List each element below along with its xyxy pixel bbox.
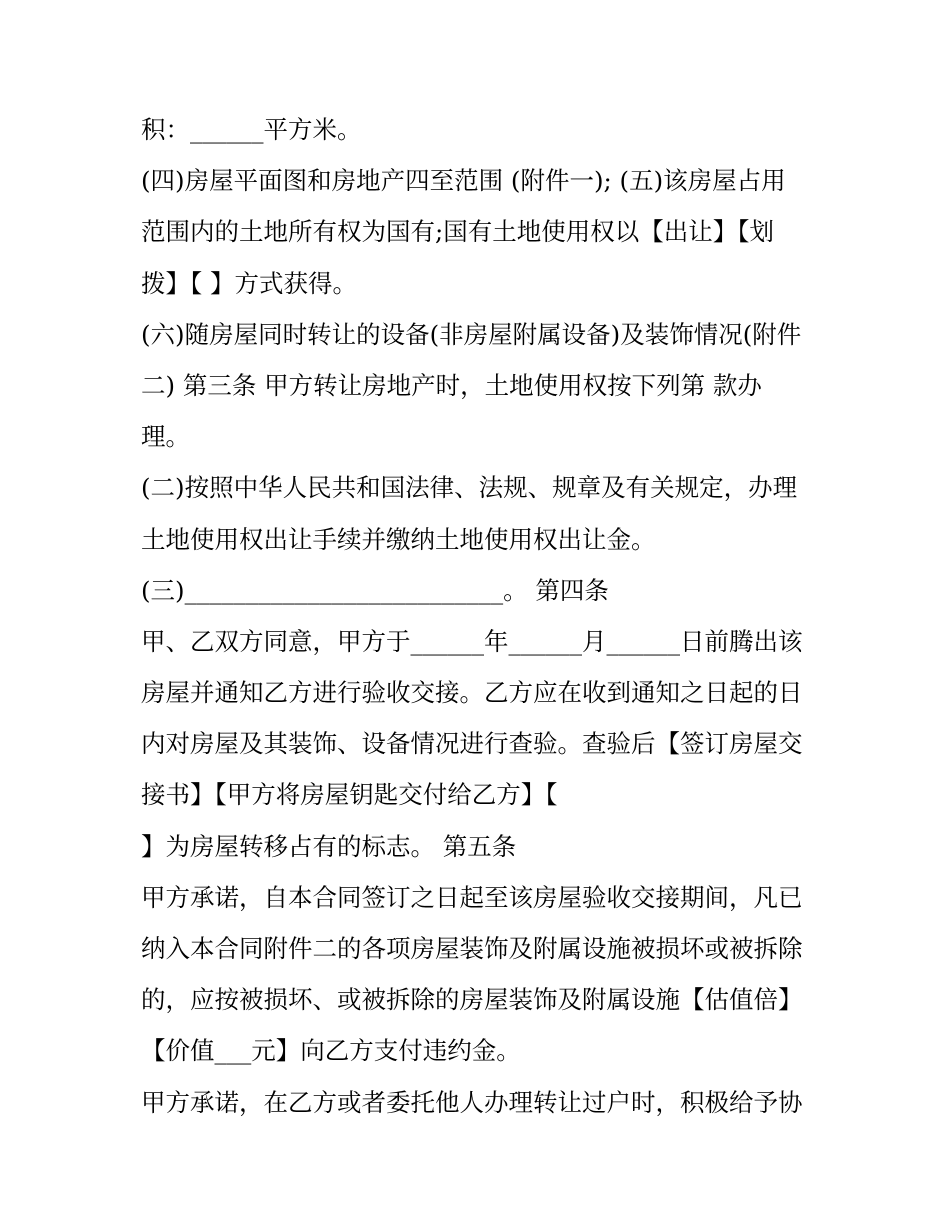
text-line: 接书】【甲方将房屋钥匙交付给乙方】【 — [141, 780, 558, 810]
text-line: 甲方承诺，在乙方或者委托他人办理转让过户时，积极给予协 — [141, 1087, 803, 1117]
text-line: 内对房屋及其装饰、设备情况进行查验。查验后【签订房屋交 — [141, 729, 803, 759]
text-line: (六)随房屋同时转让的设备(非房屋附属设备)及装饰情况(附件 — [141, 319, 802, 349]
text-line: 范围内的土地所有权为国有;国有土地使用权以【出让】【划 — [141, 217, 775, 247]
text-line: 甲、乙双方同意，甲方于______年______月______日前腾出该 — [141, 626, 803, 656]
contract-text-body — [141, 104, 831, 1128]
text-line: 】为房屋转移占有的标志。 第五条 — [141, 831, 517, 861]
text-line: (四)房屋平面图和房地产四至范围 (附件一); (五)该房屋占用 — [141, 166, 786, 196]
text-line: 理。 — [141, 422, 190, 452]
text-line: (二)按照中华人民共和国法律、法规、规章及有关规定，办理 — [141, 473, 798, 503]
text-line: 房屋并通知乙方进行验收交接。乙方应在收到通知之日起的日 — [141, 678, 803, 708]
text-line: 积：______平方米。 — [141, 115, 362, 144]
text-line: (三)__________________________。 第四条 — [141, 575, 609, 605]
text-line: 土地使用权出让手续并缴纳土地使用权出让金。 — [141, 524, 656, 554]
text-line: 纳入本合同附件二的各项房屋装饰及附属设施被损坏或被拆除 — [141, 934, 803, 963]
text-line: 的，应按被损坏、或被拆除的房屋装饰及附属设施【估值倍】 — [141, 985, 803, 1015]
text-line: 二) 第三条 甲方转让房地产时，土地使用权按下列第 款办 — [141, 370, 762, 400]
text-line: 甲方承诺，自本合同签订之日起至该房屋验收交接期间，凡已 — [141, 882, 803, 912]
text-line: 拨】【 】方式获得。 — [141, 268, 358, 298]
text-line: 【价值___元】向乙方支付违约金。 — [141, 1036, 521, 1066]
